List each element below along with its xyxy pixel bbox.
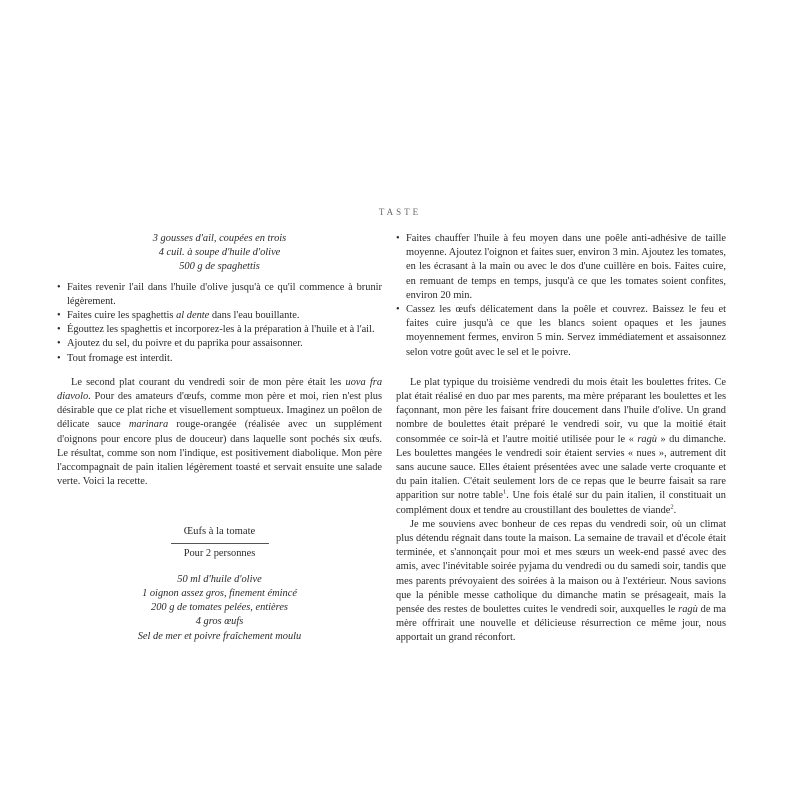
ingredients-list <box>57 573 382 644</box>
text-run: » du dimanche. Les boulettes mangées le vendredi soir étaient servies « nues », autrement dit sans aucune sauce. Elles étaient présentées avec une salade verte croquante et du pain italien. C'était seulement lors de ce repas que le beurre faisait sa rare apparition sur notre table <box>396 433 726 502</box>
list-item: • Faites chauffer l'huile à feu moyen dans une poêle anti-adhésive de taille moyenne. Ajoutez l'oignon et faites suer, environ 3 min. Ajoutez les tomates, en les écrasant à la main ou avec le dos d'une cuillère en bois. Faites cuire, en remuant de temps en temps, jusqu'à ce que les tomates soient confites, environ 20 min. <box>396 232 726 303</box>
footnote-marker: 1 <box>503 488 507 496</box>
text-emphasis: ragù <box>678 604 698 616</box>
list-item <box>57 323 382 337</box>
ingredients-top <box>57 232 382 275</box>
ingredient-line: 4 gros œufs <box>195 616 244 628</box>
text-run: Le second plat courant du vendredi soir de mon père était les <box>71 376 346 388</box>
text-run: Le plat typique du troisième vendredi du mois était les boulettes frites. Ce plat était réalisé en duo par mes parents, ma mère préparant les boulettes et les façonnant, mon père les faisant frire doucement dans l'huile d'olive. Un grand nombre de boulettes était préparé le vendredi soir, vu que la moitié était consommée ce soir-là et l'autre moitié utilisée pour le « <box>396 376 726 445</box>
step-text: dans l'eau bouillante. <box>209 310 300 322</box>
text-run: Je me souviens avec bonheur de ces repas du vendredi soir, où un climat plus détendu régnait dans toute la maison. La semaine de travail et d'école était terminée, et s'annonçait pour moi et mes sœurs un week-end passé avec des amis, avec l'inévitable soirée pyjama du vendredi ou du samedi soir, tandis que mes parents prévoyaient des soirées à la maison ou à l'extérieur. Nous savions que la pénible messe catholique du dimanche matin se présageait, mais la pensée des restes de boulettes cuites le vendredi soir, auxquelles le <box>396 518 726 616</box>
text-run: . <box>673 504 677 516</box>
list-item <box>57 281 382 309</box>
step-text: Ajoutez du sel, du poivre et du paprika pour assaisonner. <box>67 338 303 350</box>
text-emphasis: ragù <box>637 433 657 445</box>
title-divider <box>171 543 269 544</box>
body-paragraph <box>396 518 726 646</box>
body-paragraph <box>57 376 382 490</box>
step-text: Égouttez les spaghettis et incorporez-les à la préparation à l'huile et à l'ail. <box>67 324 375 336</box>
step-text: Tout fromage est interdit. <box>67 352 173 364</box>
text-run: de ma mère offrirait une nouvelle et délicieuse résurrection ce même jour, nous apportait un grand réconfort. <box>396 604 726 644</box>
text-run: . Pour des amateurs d'œufs, comme mon père et moi, rien n'est plus désirable que ce plat riche et visuellement somptueux. Imaginez un poêlon de délicate sauce <box>57 391 382 431</box>
footnote-marker: 2 <box>670 503 674 511</box>
ingredient-line: 500 g de spaghettis <box>179 261 260 273</box>
step-text: Faites cuire les spaghettis <box>67 310 177 322</box>
steps-list-right <box>396 232 726 360</box>
body-paragraph <box>396 376 726 518</box>
ingredient-line: 1 oignon assez gros, finement émincé <box>142 588 297 600</box>
ingredient-line: Sel de mer et poivre fraîchement moulu <box>137 630 302 642</box>
ingredient-line: 200 g de tomates pelées, entières <box>151 602 288 614</box>
left-column <box>57 232 382 644</box>
list-item <box>57 337 382 351</box>
ingredient-line: 50 ml d'huile d'olive <box>177 573 262 585</box>
recipe-title: Œufs à la tomate <box>183 526 256 538</box>
ingredient-line: 3 gousses d'ail, coupées en trois <box>152 233 287 244</box>
recipe-serves: Pour 2 personnes <box>183 547 256 559</box>
steps-list-left <box>57 281 382 366</box>
list-item: • Cassez les œufs délicatement dans la poêle et couvrez. Baissez le feu et faites cuire jusqu'à ce que les blancs soient opaques et les jaunes moyennement fermes, environ 5 min. Servez immédiatement et assaisonnez selon votre goût avec le sel et le poivre. <box>396 303 726 360</box>
step-emphasis: al dente <box>176 310 210 322</box>
recipe-header <box>57 525 382 560</box>
list-item <box>57 309 382 323</box>
text-emphasis: marinara <box>128 419 169 431</box>
running-head: TASTE <box>378 207 422 217</box>
right-column <box>396 232 726 646</box>
ingredient-line: 4 cuil. à soupe d'huile d'olive <box>158 247 281 259</box>
text-emphasis: uova fra diavolo <box>57 376 383 403</box>
list-item <box>57 352 382 366</box>
text-run: . Une fois étalé sur du pain italien, il constituait un complément doux et tendre au croustillant des boulettes de viande <box>396 490 726 516</box>
step-text: Faites revenir l'ail dans l'huile d'olive jusqu'à ce qu'il commence à brunir légèrement. <box>67 281 382 307</box>
text-run: rouge-orangée (réalisée avec un supplément d'oignons pour encore plus de douceur) dans laquelle sont pochés six œufs. Le résultat, comme son nom l'indique, est positivement diabolique. Mon père l'accompagnait de pain italien légèrement toasté et servait ensuite une salade verte. Voici la recette. <box>57 419 382 488</box>
